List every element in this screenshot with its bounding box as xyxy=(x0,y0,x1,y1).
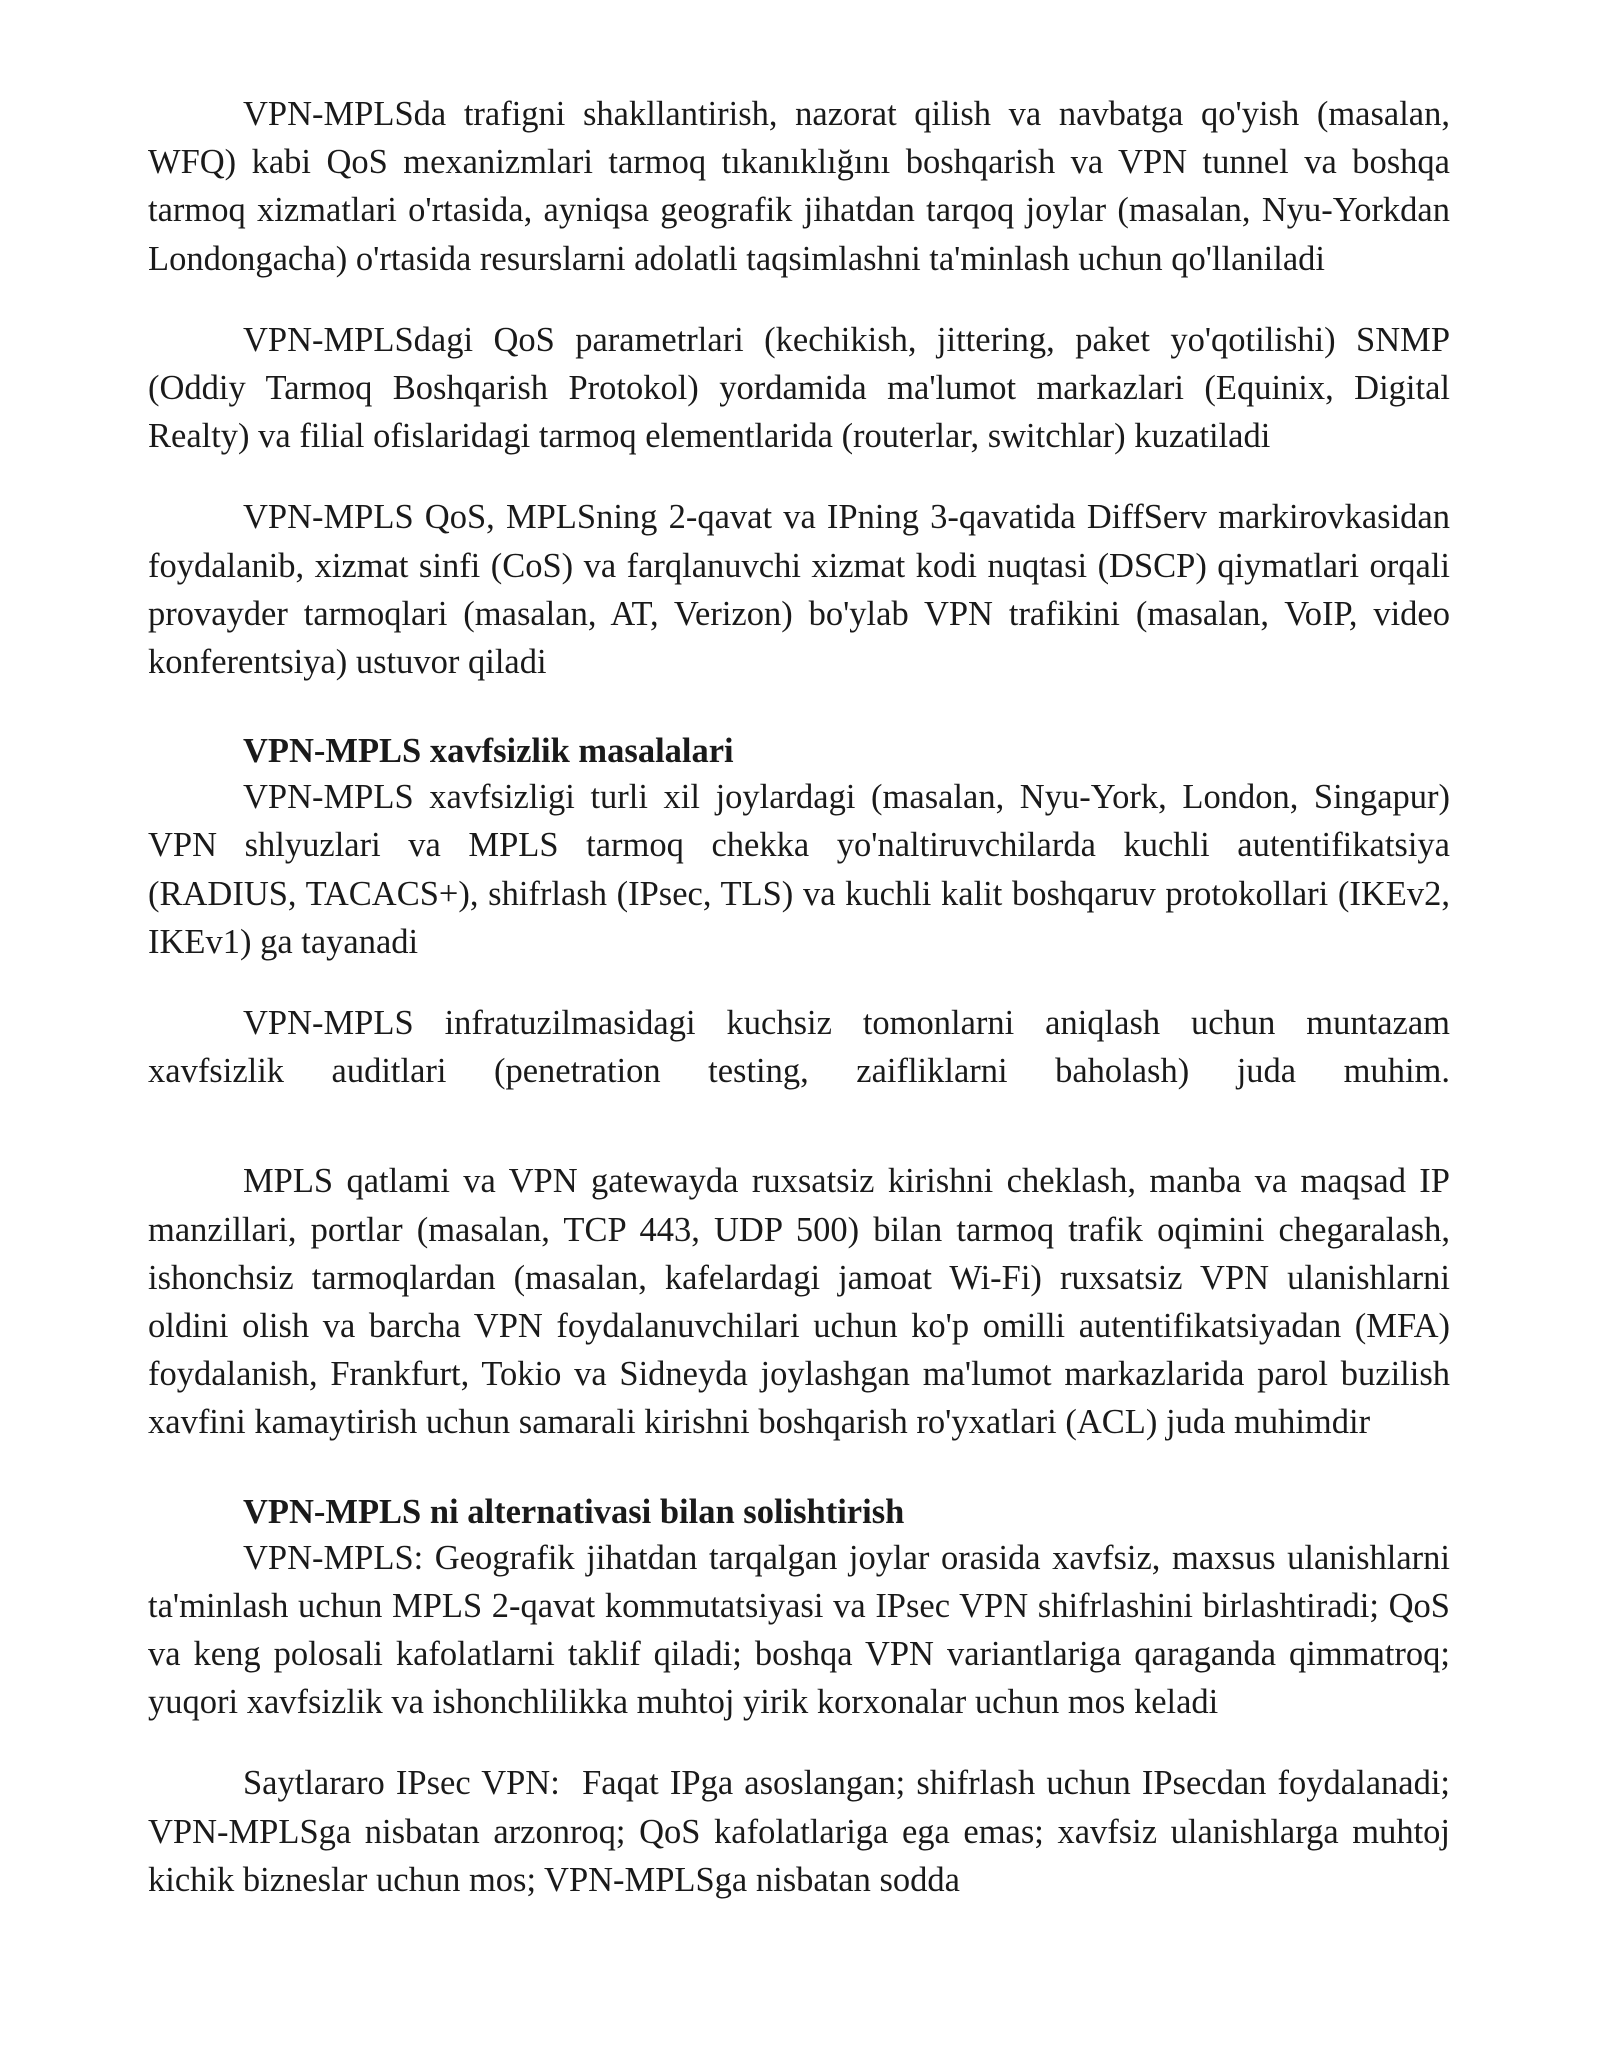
paragraph-qos-mechanisms: VPN-MPLSda trafigni shakllantirish, nazorat qilish va navbatga qo'yish (masalan, WFQ) kabi QoS mexanizmlari tarmoq tıkanıklığını boshqarish va VPN tunnel va boshqa tarmoq xizmatlari o'rtasida, ayniqsa geografik jihatdan tarqoq joylar (masalan, Nyu-Yorkdan Londongacha) o'rtasida resurslarni adolatli taqsimlashni ta'minlash uchun qo'llaniladi xyxy=(148,95,1450,278)
paragraph-access-control: MPLS qatlami va VPN gatewayda ruxsatsiz kirishni cheklash, manba va maqsad IP manzillari, portlar (masalan, TCP 443, UDP 500) bilan tarmoq trafik oqimini chegaralash, ishonchsiz tarmoqlardan (masalan, kafelardagi jamoat Wi-Fi) ruxsatsiz VPN ulanishlarni oldini olish va barcha VPN foydalanuvchilari uchun ko'p omilli autentifikatsiyadan (MFA) foydalanish, Frankfurt, Tokio va Sidneyda joylashgan ma'lumot markazlarida parol buzilish xavfini kamaytirish uchun samarali kirishni boshqarish ro'yxatlari (ACL) juda muhimdir xyxy=(148,1162,1450,1442)
paragraph-vpn-mpls-description: VPN-MPLS: Geografik jihatdan tarqalgan joylar orasida xavfsiz, maxsus ulanishlarni ta'minlash uchun MPLS 2-qavat kommutatsiyasi va IPsec VPN shifrlashini birlashtiradi; QoS va keng polosali kafolatlarni taklif qiladi; boshqa VPN variantlariga qaraganda qimmatroq; yuqori xavfsizlik va ishonchlilikka muhtoj yirik korxonalar uchun mos keladi xyxy=(148,1538,1450,1722)
paragraph-security-auth: VPN-MPLS xavfsizligi turli xil joylardagi (masalan, Nyu-York, London, Singapur) VPN shlyuzlari va MPLS tarmoq chekka yo'naltiruvchilarda kuchli autentifikatsiya (RADIUS, TACACS+), shifrlash (IPsec, TLS) va kuchli kalit boshqaruv protokollari (IKEv2, IKEv1) ga tayanadi xyxy=(148,778,1450,961)
document-page xyxy=(148,90,1459,1904)
paragraph-qos-diffserv: VPN-MPLS QoS, MPLSning 2-qavat va IPning 3-qavatida DiffServ markirovkasidan foydalanib, xizmat sinfi (CoS) va farqlanuvchi xizmat kodi nuqtasi (DSCP) qiymatlari orqali provayder tarmoqlari (masalan, AT, Verizon) bo'ylab VPN trafikini (masalan, VoIP, video konferentsiya) ustuvor qiladi xyxy=(148,498,1450,682)
heading-security-issues: VPN-MPLS xavfsizlik masalalari xyxy=(243,732,734,771)
paragraph-security-audits: VPN-MPLS infratuzilmasidagi kuchsiz tomonlarni aniqlash uchun muntazam xavfsizlik auditlari (penetration testing, zaifliklarni baholash) juda muhim. xyxy=(148,1004,1450,1091)
heading-comparison: VPN-MPLS ni alternativasi bilan solishtirish xyxy=(243,1492,905,1531)
paragraph-qos-parameters: VPN-MPLSdagi QoS parametrlari (kechikish, jittering, paket yo'qotilishi) SNMP (Oddiy Tarmoq Boshqarish Protokol) yordamida ma'lumot markazlari (Equinix, Digital Realty) va filial ofislaridagi tarmoq elementlarida (routerlar, switchlar) kuzatiladi xyxy=(148,320,1450,456)
paragraph-site-to-site-ipsec: Saytlararo IPsec VPN: Faqat IPga asoslangan; shifrlash uchun IPsecdan foydalanadi; VPN-MPLSga nisbatan arzonroq; QoS kafolatlariga ega emas; xavfsiz ulanishlarga muhtoj kichik bizneslar uchun mos; VPN-MPLSga nisbatan sodda xyxy=(148,1764,1459,1899)
